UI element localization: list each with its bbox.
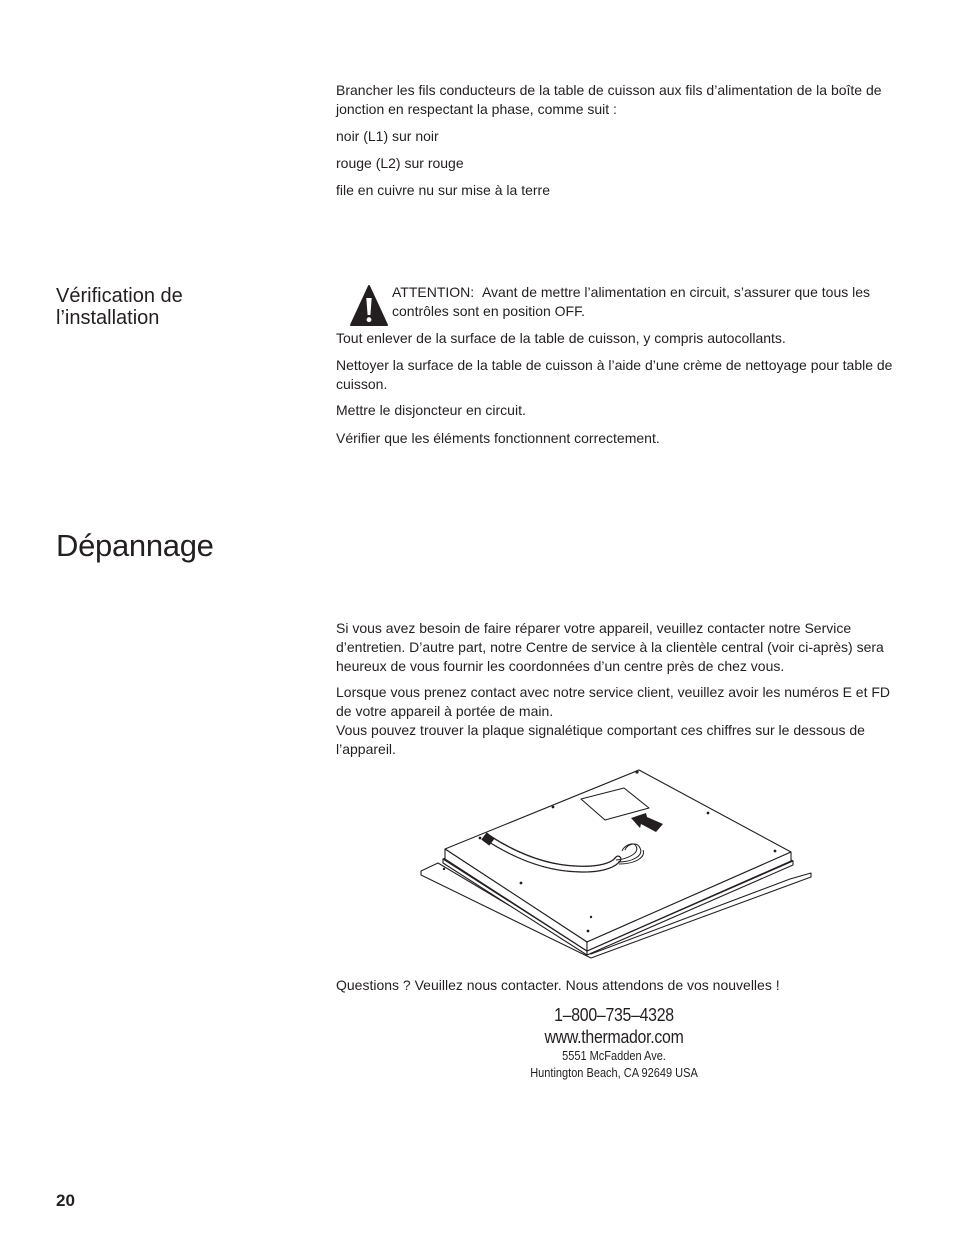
verification-heading [56,285,286,329]
warning-period: . [581,303,585,319]
verification-step-4: Vérifier que les éléments fonctionnent correctement. [336,430,660,446]
warning-off: OFF [554,303,582,319]
wire-red: rouge (L2) sur rouge [336,155,464,171]
rating-plate-text: Vous pouvez trouver la plaque signalétique comportant ces chiffres sur le dessous de l’appareil. [336,722,865,757]
page-title: Dépannage [56,528,214,563]
verification-step-2: Nettoyer la surface de la table de cuisson à l’aide d’une crème de nettoyage pour table de cuisson. [336,357,893,392]
verification-heading-line2: l’installation [56,307,160,329]
warning-label: ATTENTION: [392,284,475,300]
verification-step-1: Tout enlever de la surface de la table de cuisson, y compris autocollants. [336,330,786,346]
questions-text: Questions ? Veuillez nous contacter. Nous attendons de vos nouvelles ! [336,977,780,993]
model-number-paragraph [336,683,902,759]
website-link[interactable]: www.thermador.com [544,1027,684,1047]
warning-message [392,283,897,321]
model-number-text: Lorsque vous prenez contact avec notre service client, veuillez avoir les numéros E et FD de votre appareil à portée de main. [336,684,891,719]
wire-black: noir (L1) sur noir [336,128,439,144]
page-number: 20 [56,1191,75,1210]
address-line-2: Huntington Beach, CA 92649 USA [530,1066,698,1080]
wiring-instructions: Brancher les fils conducteurs de la table de cuisson aux fils d’alimentation de la boîte de jonction en respectant la phase, comme suit : [336,82,882,117]
warning-text: Avant de mettre l’alimentation en circuit, s’assurer que tous les contrôles sont en position [392,284,871,319]
service-paragraph: Si vous avez besoin de faire réparer votre appareil, veuillez contacter notre Service d’entretien. D’autre part, notre Centre de service à la clientèle central (voir ci-après) sera heureux de vous fournir les coordonnées d’un centre près de chez vous. [336,620,884,674]
contact-block [336,1004,892,1082]
address-line-1: 5551 McFadden Ave. [562,1049,666,1063]
cooktop-underside-illustration [418,766,814,960]
verification-step-3: Mettre le disjoncteur en circuit. [336,402,526,418]
verification-heading-line1: Vérification de [56,285,183,307]
warning-icon [349,283,389,328]
phone-number: 1–800–735–4328 [554,1005,674,1025]
wire-ground: file en cuivre nu sur mise à la terre [336,182,550,198]
